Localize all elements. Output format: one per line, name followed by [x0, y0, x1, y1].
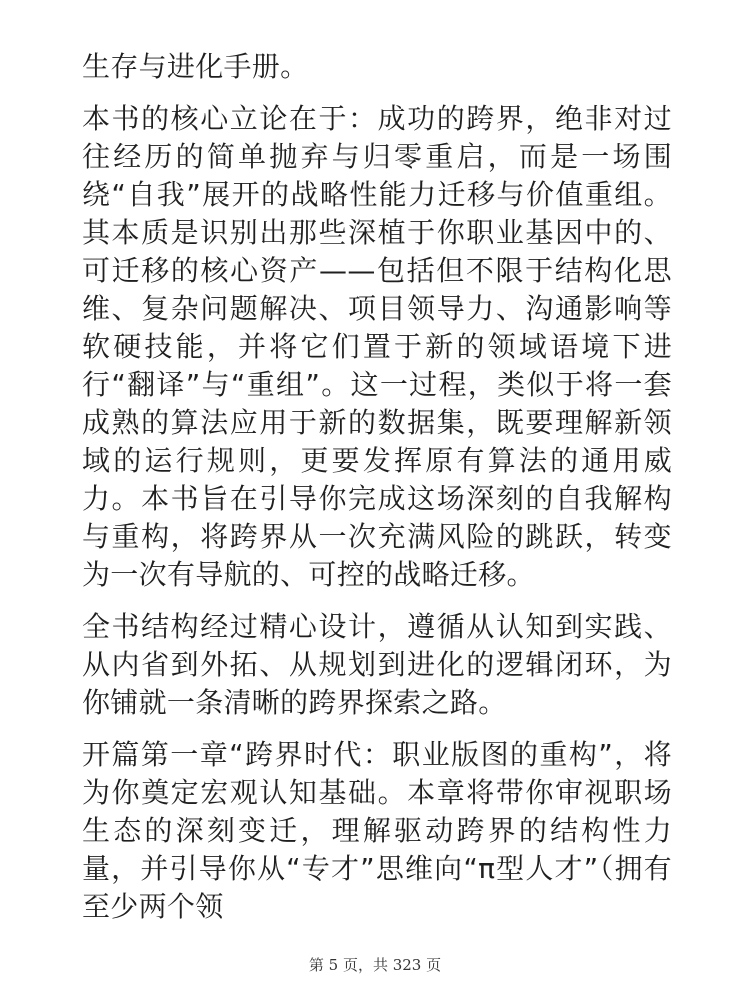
paragraph-2: 本书的核心立论在于：成功的跨界，绝非对过往经历的简单抛弃与归零重启，而是一场围绕“自我”展开的战略性能力迁移与价值重组。其本质是识别出那些深植于你职业基因中的、可迁移的核心资产——包括但不限于结构化思维、复杂问题解决、项目领导力、沟通影响等软硬技能，并将它们置于新的领域语境下进行“翻译”与“重组”。这一过程，类似于将一套成熟的算法应用于新的数据集，既要理解新领域的运行规则，更要发挥原有算法的通用威力。本书旨在引导你完成这场深刻的自我解构与重构，将跨界从一次充满风险的跳跃，转变为一次有导航的、可控的战略迁移。: [82, 102, 672, 591]
paragraph-3: 全书结构经过精心设计，遵循从认知到实践、从内省到外拓、从规划到进化的逻辑闭环，为你铺就一条清晰的跨界探索之路。: [82, 610, 672, 719]
paragraph-4: 开篇第一章“跨界时代：职业版图的重构”，将为你奠定宏观认知基础。本章将带你审视职场生态的深刻变迁，理解驱动跨界的结构性力量，并引导你从“专才”思维向“π型人才”（拥有至少两个领: [82, 738, 672, 923]
document-body: [82, 48, 672, 940]
paragraph-1: 生存与进化手册。: [82, 50, 309, 83]
page-number-footer: 第 5 页，共 323 页: [308, 956, 442, 974]
